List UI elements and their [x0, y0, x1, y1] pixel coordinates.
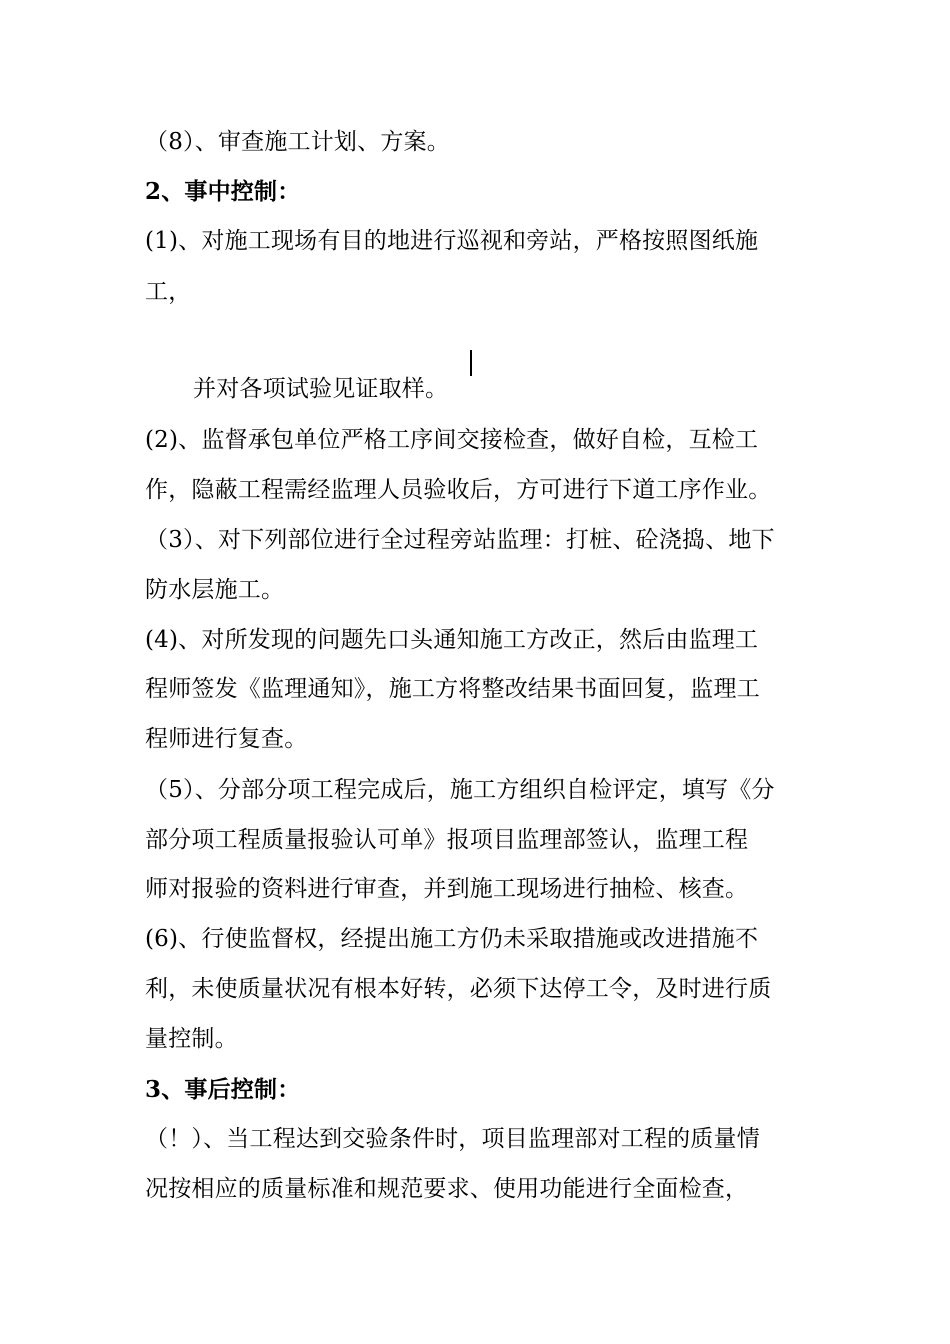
text-line: 量控制。: [145, 1026, 238, 1052]
text-line: (4)、对所发现的问题先口头通知施工方改正，然后由监理工: [145, 627, 759, 653]
text-line: 利，未使质量状况有根本好转，必须下达停工令，及时进行质: [145, 976, 772, 1002]
section-heading: 2、事中控制：: [145, 178, 301, 205]
text-line: 师对报验的资料进行审查，并到施工现场进行抽检、核查。: [145, 876, 749, 902]
text-line: （！）、当工程达到交验条件时，项目监理部对工程的质量情: [145, 1126, 760, 1152]
text-line: (6)、行使监督权，经提出施工方仍未采取措施或改进措施不: [145, 926, 759, 952]
text-line: (1)、对施工现场有目的地进行巡视和旁站，严格按照图纸施: [145, 228, 759, 254]
text-line: (2)、监督承包单位严格工序间交接检查，做好自检，互检工: [145, 427, 759, 453]
text-line: 作，隐蔽工程需经监理人员验收后，方可进行下道工序作业。: [145, 477, 772, 503]
text-line: 防水层施工。: [145, 577, 285, 603]
text-line: （5）、分部分项工程完成后，施工方组织自检评定，填写《分: [145, 777, 775, 803]
text-line: 部分项工程质量报验认可单》报项目监理部签认，监理工程: [145, 827, 749, 853]
text-line: （3）、对下列部位进行全过程旁站监理：打桩、砼浇捣、地下: [145, 527, 775, 553]
text-line: 况按相应的质量标准和规范要求、使用功能进行全面检查，: [145, 1176, 749, 1202]
text-line: 程师签发《监理通知》，施工方将整改结果书面回复，监理工: [145, 676, 760, 702]
text-line: 并对各项试验见证取样。: [193, 376, 449, 402]
text-line: 工，: [145, 279, 192, 305]
text-line: （8）、审查施工计划、方案。: [145, 129, 450, 155]
section-heading: 3、事后控制：: [145, 1076, 301, 1103]
text-cursor: [470, 350, 472, 376]
text-line: 程师进行复查。: [145, 726, 308, 752]
